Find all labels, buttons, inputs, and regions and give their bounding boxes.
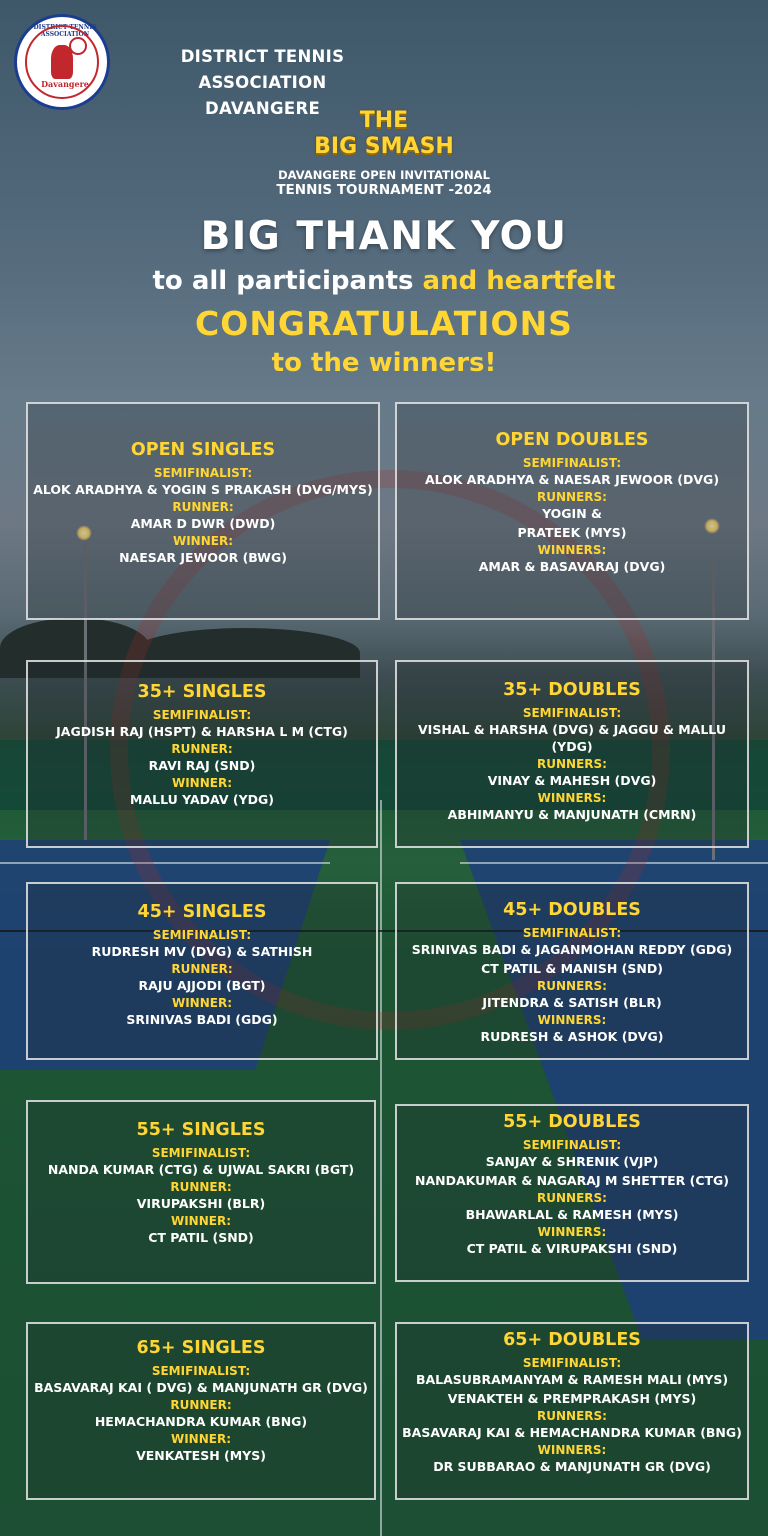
semifinalist-label: SEMIFINALIST: (522, 926, 622, 940)
category-box (26, 1100, 376, 1284)
runner-name: VINAY & MAHESH (DVG) (487, 773, 657, 788)
semifinalist-label: SEMIFINALIST: (522, 706, 622, 720)
semifinalist-label: SEMIFINALIST: (152, 708, 252, 722)
winner-label: WINNERS: (537, 1443, 607, 1457)
event-subtitle-line-1: DAVANGERE OPEN INVITATIONAL (278, 168, 490, 182)
category-title: 35+ SINGLES (137, 682, 267, 702)
semifinalist-name: JAGDISH RAJ (HSPT) & HARSHA L M (CTG) (56, 724, 348, 739)
category-title: 65+ SINGLES (136, 1338, 266, 1358)
category-title: 45+ DOUBLES (503, 900, 641, 920)
semifinalist-label: SEMIFINALIST: (522, 456, 622, 470)
category-title: 55+ SINGLES (136, 1120, 266, 1140)
semifinalist-name: ALOK ARADHYA & NAESAR JEWOOR (DVG) (424, 472, 720, 487)
semifinalist-name: NANDA KUMAR (CTG) & UJWAL SAKRI (BGT) (47, 1162, 355, 1177)
semifinalist-label: SEMIFINALIST: (153, 466, 253, 480)
winner-name: AMAR & BASAVARAJ (DVG) (478, 559, 666, 574)
to-the-winners-text: to the winners! (271, 348, 497, 378)
runner-name: RAVI RAJ (SND) (148, 758, 256, 773)
category-box (26, 882, 378, 1060)
category-title: 45+ SINGLES (137, 902, 267, 922)
semifinalist-label: SEMIFINALIST: (152, 928, 252, 942)
participants-text: to all participants (152, 266, 423, 296)
organization-line-2: DAVANGERE (204, 99, 321, 118)
association-logo (14, 14, 110, 110)
winner-name: SRINIVAS BADI (GDG) (126, 1012, 278, 1027)
winner-label: WINNERS: (537, 1225, 607, 1239)
winner-name: VENKATESH (MYS) (136, 1448, 266, 1463)
semifinalist-name: VISHAL & HARSHA (DVG) & JAGGU & MALLU (YDG) (418, 722, 726, 754)
semifinalist-label: SEMIFINALIST: (151, 1364, 251, 1378)
runner-label: RUNNERS: (537, 1409, 607, 1423)
semifinalist-label: SEMIFINALIST: (522, 1356, 622, 1370)
semifinalist-name: VENAKTEH & PREMPRAKASH (MYS) (447, 1391, 697, 1406)
category-box (26, 660, 378, 848)
thank-you-heading: BIG THANK YOU (200, 214, 568, 259)
runner-name: BASAVARAJ KAI & HEMACHANDRA KUMAR (BNG) (402, 1425, 742, 1440)
congratulations-heading: CONGRATULATIONS (195, 304, 573, 343)
winner-label: WINNERS: (537, 1013, 607, 1027)
logo-top-text: DISTRICT TENNIS ASSOCIATION (33, 24, 97, 38)
runner-label: RUNNER: (172, 500, 234, 514)
event-title-line-1: THE (359, 108, 409, 133)
category-box (395, 1322, 749, 1500)
runner-name: BHAWARLAL & RAMESH (MYS) (465, 1207, 679, 1222)
semifinalist-name: ALOK ARADHYA & YOGIN S PRAKASH (DVG/MYS) (33, 482, 373, 497)
winner-label: WINNER: (170, 1432, 232, 1446)
winner-name: ABHIMANYU & MANJUNATH (CMRN) (447, 807, 697, 822)
runner-name: YOGIN & (542, 506, 602, 521)
participants-line (0, 266, 768, 296)
runner-name: AMAR D DWR (DWD) (130, 516, 276, 531)
semifinalist-label: SEMIFINALIST: (151, 1146, 251, 1160)
category-box (395, 882, 749, 1060)
winner-label: WINNER: (172, 534, 234, 548)
runner-label: RUNNERS: (537, 1191, 607, 1205)
category-title: OPEN SINGLES (130, 440, 276, 460)
category-box (395, 402, 749, 620)
winner-label: WINNER: (170, 1214, 232, 1228)
winner-label: WINNER: (171, 996, 233, 1010)
winner-name: RUDRESH & ASHOK (DVG) (480, 1029, 664, 1044)
winner-name: CT PATIL & VIRUPAKSHI (SND) (466, 1241, 678, 1256)
category-box (26, 402, 380, 620)
runner-name: VIRUPAKSHI (BLR) (136, 1196, 266, 1211)
runner-label: RUNNER: (171, 742, 233, 756)
runner-name: HEMACHANDRA KUMAR (BNG) (94, 1414, 308, 1429)
winner-name: NAESAR JEWOOR (BWG) (119, 550, 287, 565)
heartfelt-text: and heartfelt (422, 266, 616, 296)
category-title: OPEN DOUBLES (495, 430, 649, 450)
winner-name: MALLU YADAV (YDG) (130, 792, 274, 807)
runner-label: RUNNERS: (537, 979, 607, 993)
category-title: 55+ DOUBLES (503, 1112, 641, 1132)
logo-bottom-text: Davangere (41, 79, 89, 89)
semifinalist-label: SEMIFINALIST: (522, 1138, 622, 1152)
runner-label: RUNNERS: (537, 757, 607, 771)
semifinalist-name: SANJAY & SHRENIK (VJP) (485, 1154, 659, 1169)
organization-line-1: DISTRICT TENNIS ASSOCIATION (180, 47, 345, 92)
semifinalist-name: RUDRESH MV (DVG) & SATHISH (91, 944, 313, 959)
category-title: 35+ DOUBLES (503, 680, 641, 700)
runner-name: PRATEEK (MYS) (517, 525, 627, 540)
winner-label: WINNERS: (537, 543, 607, 557)
category-title: 65+ DOUBLES (503, 1330, 641, 1350)
winner-label: WINNERS: (537, 791, 607, 805)
category-box (26, 1322, 376, 1500)
runner-label: RUNNER: (170, 1180, 232, 1194)
semifinalist-name: BASAVARAJ KAI ( DVG) & MANJUNATH GR (DVG) (34, 1380, 368, 1395)
semifinalist-name: BALASUBRAMANYAM & RAMESH MALI (MYS) (415, 1372, 729, 1387)
runner-name: RAJU AJJODI (BGT) (138, 978, 266, 993)
winner-name: CT PATIL (SND) (148, 1230, 254, 1245)
runner-name: JITENDRA & SATISH (BLR) (482, 995, 662, 1010)
racket-icon (69, 37, 87, 55)
event-subtitle-line-2: TENNIS TOURNAMENT -2024 (276, 182, 492, 198)
semifinalist-name: NANDAKUMAR & NAGARAJ M SHETTER (CTG) (414, 1173, 729, 1188)
winner-name: DR SUBBARAO & MANJUNATH GR (DVG) (433, 1459, 711, 1474)
winner-label: WINNER: (171, 776, 233, 790)
semifinalist-name: CT PATIL & MANISH (SND) (481, 961, 663, 976)
semifinalist-name: SRINIVAS BADI & JAGANMOHAN REDDY (GDG) (411, 942, 733, 957)
category-box (395, 660, 749, 848)
event-title-line-2: BIG SMASH (314, 134, 454, 159)
category-box (395, 1104, 749, 1282)
runner-label: RUNNERS: (537, 490, 607, 504)
runner-label: RUNNER: (170, 1398, 232, 1412)
runner-label: RUNNER: (171, 962, 233, 976)
